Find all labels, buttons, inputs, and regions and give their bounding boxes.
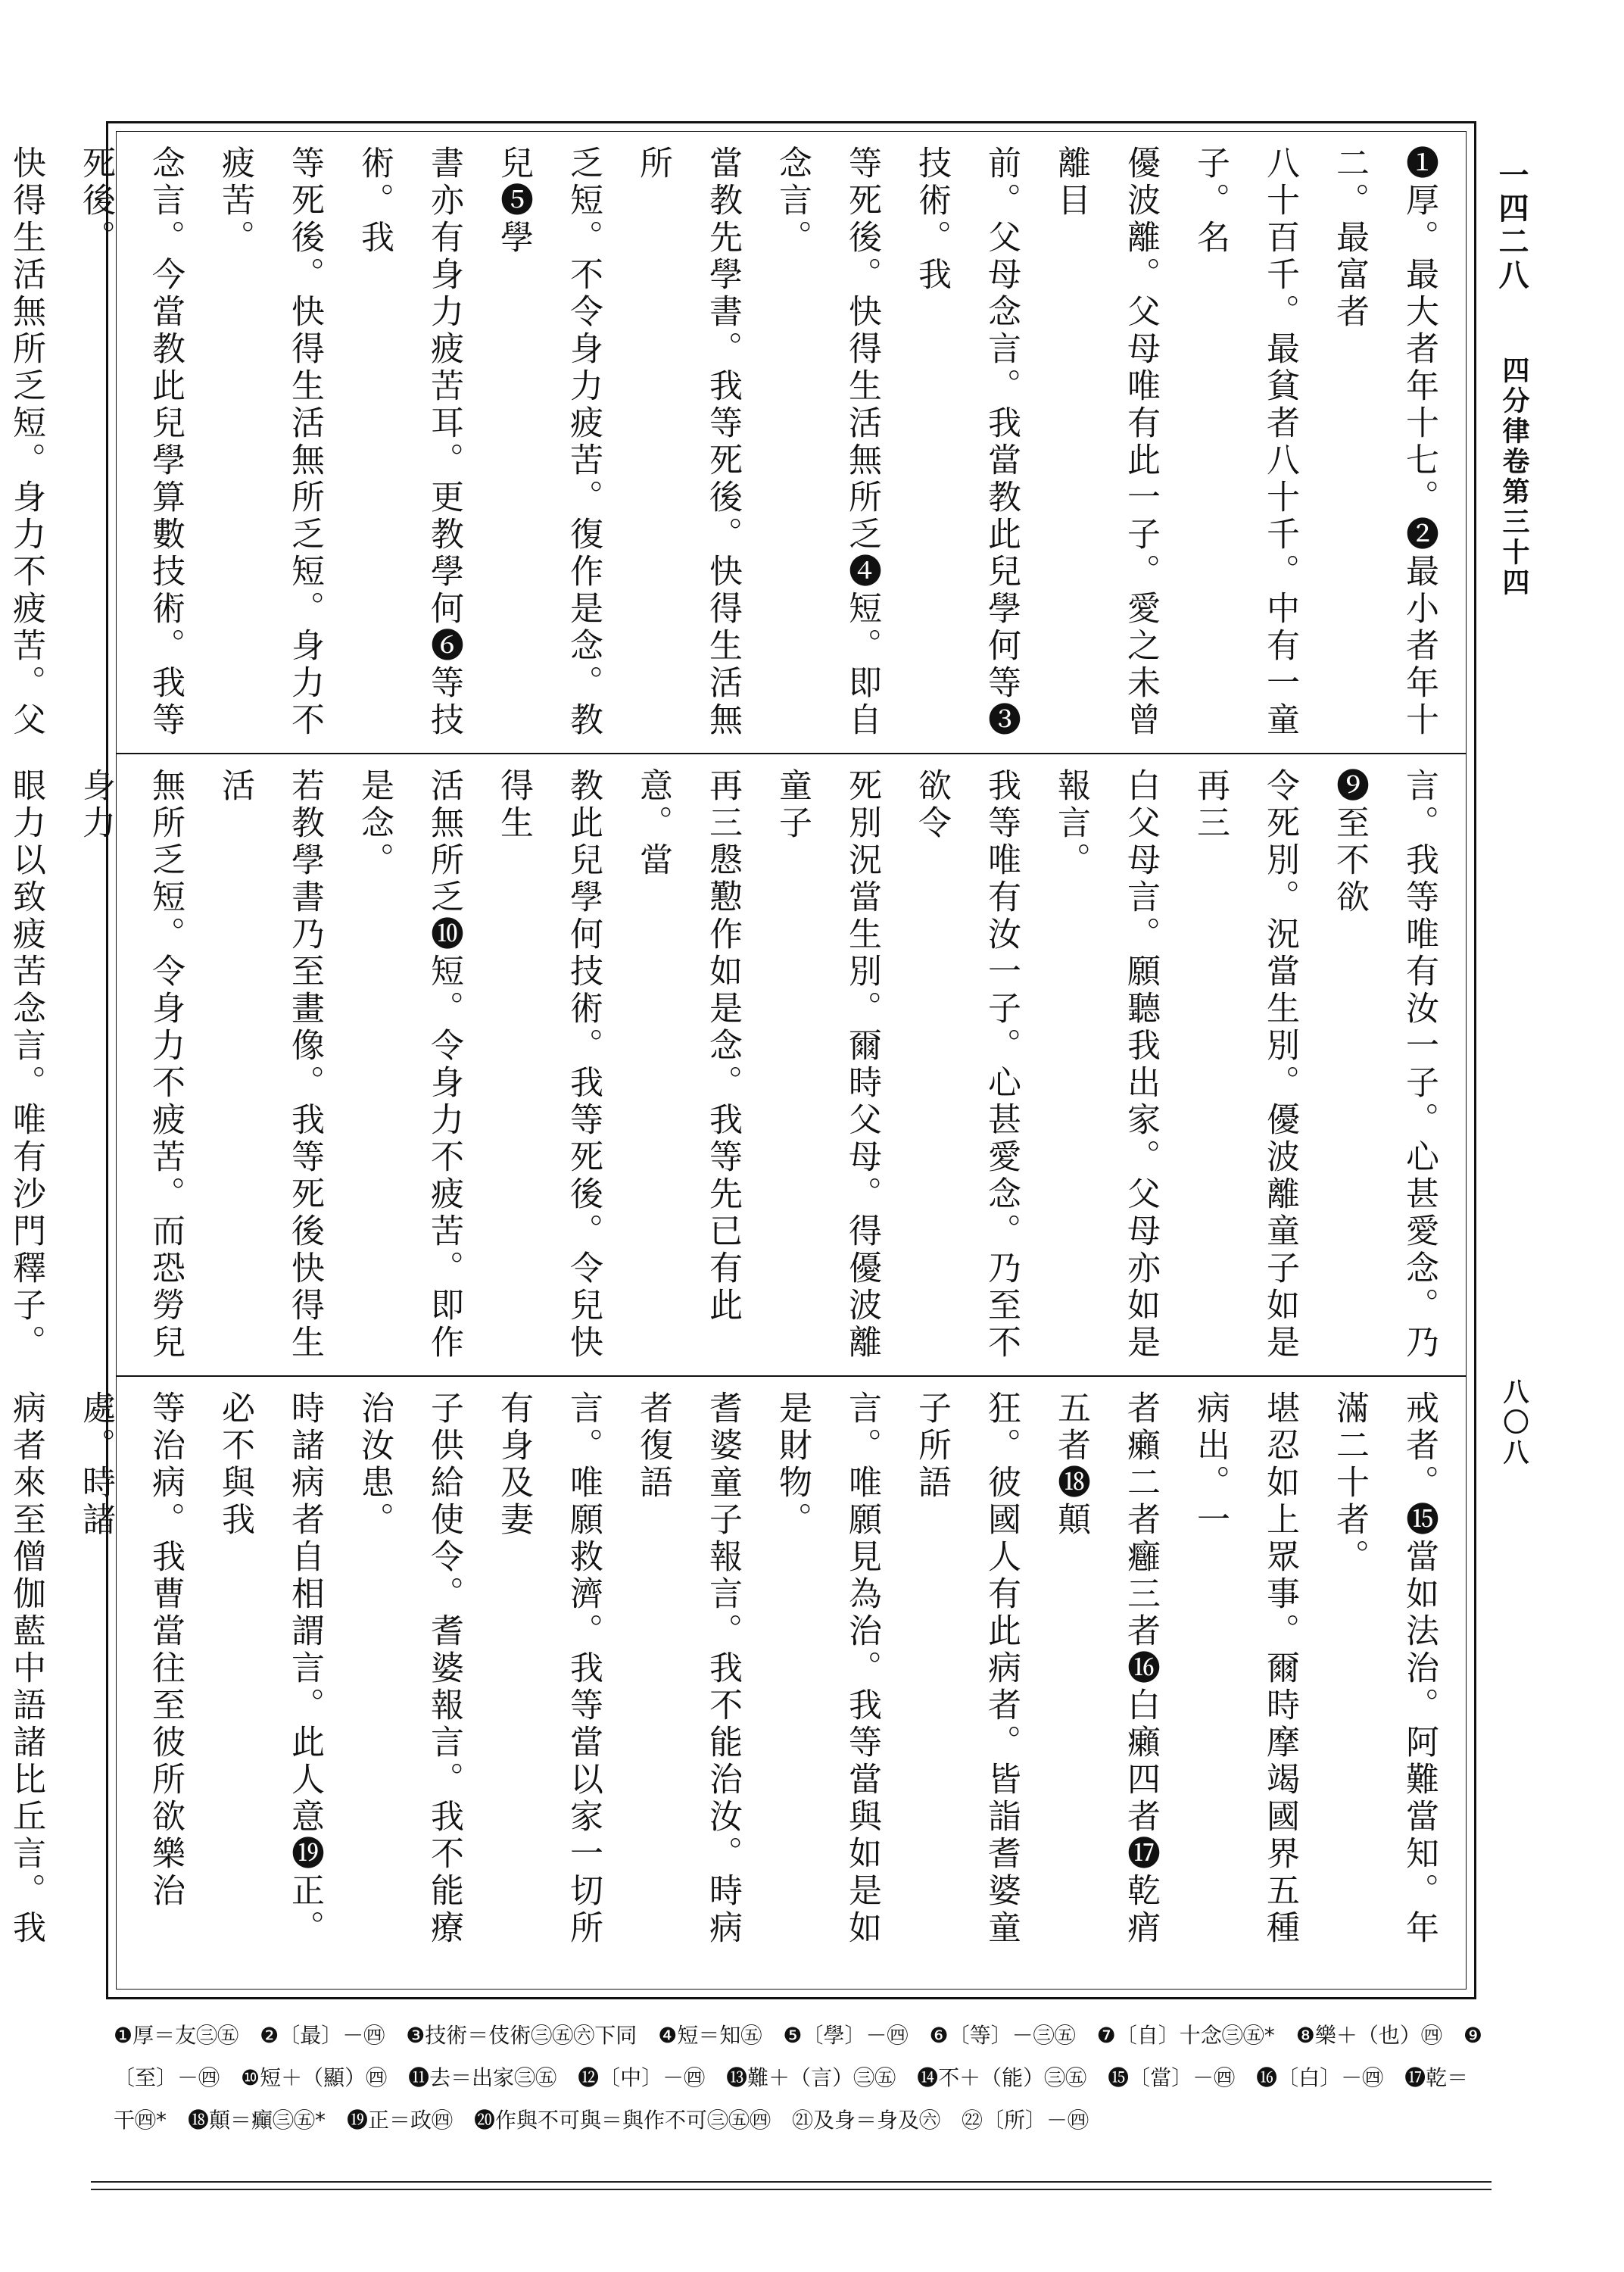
- text-column: 前。父母念言。我當教此兒學何等❸技術。我: [912, 145, 1021, 739]
- fascicle-title: 四分律卷第三十四: [1498, 356, 1530, 598]
- text-column: 令死別。況當生別。優波離童子如是再三: [1191, 768, 1299, 1362]
- text-columns-lower: [7, 1390, 1454, 1978]
- footnote-line: 〔至〕－㊃ ❿短＋（顯）㊃ ⓫去＝出家㊂㊄ ⓬〔中〕－㊃ ⓭難＋（言）㊂㊄ ⓮不＋（能）㊂㊄ ⓯〔當〕－㊃ ⓰〔白〕－㊃ ⓱乾＝: [114, 2065, 1469, 2090]
- text-column: 活無所乏❿短。令身力不疲苦。即作是念。: [355, 768, 463, 1362]
- text-column: 教此兒學何技術。我等死後。令兒快得生: [494, 768, 603, 1362]
- text-column: 八十百千。最貧者八十千。中有一童子。名: [1191, 145, 1299, 739]
- text-column: 再三慇懃作如是念。我等先已有此意。當: [634, 768, 742, 1325]
- text-column: 等死後。快得生活無所乏短。身力不疲苦。: [216, 145, 324, 739]
- side-number: 八〇八: [1498, 1378, 1529, 1469]
- text-column: 當教先學書。我等死後。快得生活無所: [634, 145, 742, 739]
- text-columns-upper: [7, 145, 1454, 742]
- text-column: 言。唯願救濟。我等當以家一切所有身及妻: [494, 1390, 603, 1947]
- text-column: 言。我等唯有汝一子。心甚愛念。乃❾至不欲: [1330, 768, 1439, 1362]
- text-column: 耆婆童子報言。我不能治汝。時病者復語: [634, 1390, 742, 1947]
- footnote-line: ❶厚＝友㊂㊄ ❷〔最〕－㊃ ❸技術＝伎術㊂㊄㊅下同 ❹短＝知㊄ ❺〔學〕－㊃ ❻〔等〕－㊂㊄ ❼〔自〕十念㊂㊄* ❽樂＋（也）㊃ ❾: [114, 2023, 1482, 2048]
- text-column: 言。唯願見為治。我等當與如是如是財物。: [773, 1390, 881, 1947]
- text-band-lower: [7, 1377, 1466, 1989]
- text-column: 病者來至僧伽藍中語諸比丘言。我: [7, 1390, 45, 1947]
- text-column: 等死後。快得生活無所乏❹短。即自念言。: [773, 145, 881, 739]
- text-column: 念言。今當教此兒學算數技術。我等死後。: [76, 145, 185, 739]
- text-column: 等治病。我曹當往至彼所欲樂治處。時諸: [76, 1390, 185, 1910]
- text-column: ❶厚。最大者年十七。❷最小者年十二。最富者: [1330, 145, 1439, 739]
- text-column: 無所乏短。令身力不疲苦。而恐勞兒身力: [76, 768, 185, 1362]
- text-column: 若教學書乃至畫像。我等死後快得生活: [216, 768, 324, 1362]
- text-column: 白父母言。願聽我出家。父母亦如是報言。: [1052, 768, 1160, 1362]
- text-frame: [7, 121, 1476, 1999]
- text-column: 戒者。⓯當如法治。阿難當知。年滿二十者。: [1330, 1390, 1439, 1947]
- footnotes: [114, 2015, 1482, 2142]
- bottom-rule: [91, 2189, 1492, 2190]
- text-column: 書亦有身力疲苦耳。更教學何❻等技術。我: [355, 145, 463, 739]
- text-column: 眼力以致疲苦念言。唯有沙門釋子。: [7, 768, 45, 1362]
- text-column: 子供給使令。耆婆報言。我不能療治汝患。: [355, 1390, 463, 1947]
- text-column: 快得生活無所乏短。身力不疲苦。父: [7, 145, 45, 739]
- text-column: 者癩二者癰三者⓰白癩四者⓱乾痟五者⓲顛: [1052, 1390, 1160, 1947]
- text-band-upper: [7, 132, 1466, 754]
- text-band-middle: [7, 754, 1466, 1377]
- text-columns-middle: [7, 768, 1454, 1365]
- bottom-rule: [91, 2181, 1492, 2183]
- page-number: 一四二八: [1494, 159, 1529, 292]
- text-frame-inner: [7, 131, 1467, 1990]
- text-column: 狂。彼國人有此病者。皆詣耆婆童子所語: [912, 1390, 1021, 1947]
- text-column: 乏短。不令身力疲苦。復作是念。教兒❺學: [494, 145, 603, 739]
- text-column: 堪忍如上眾事。爾時摩竭國界五種病出。一: [1191, 1390, 1299, 1947]
- text-column: 我等唯有汝一子。心甚愛念。乃至不欲令: [912, 768, 1021, 1362]
- text-column: 優波離。父母唯有此一子。愛之未曾離目: [1052, 145, 1160, 739]
- footnote-line: 干㊃* ⓲顛＝癲㊂㊄* ⓳正＝政㊃ ⓴作與不可與＝與作不可㊂㊄㊃ ㉑及身＝身及㊅ ㉒〔所〕－㊃: [114, 2108, 1089, 2133]
- text-column: 時諸病者自相謂言。此人意⓳正。必不與我: [216, 1390, 324, 1947]
- text-column: 死別況當生別。爾時父母。得優波離童子: [773, 768, 881, 1362]
